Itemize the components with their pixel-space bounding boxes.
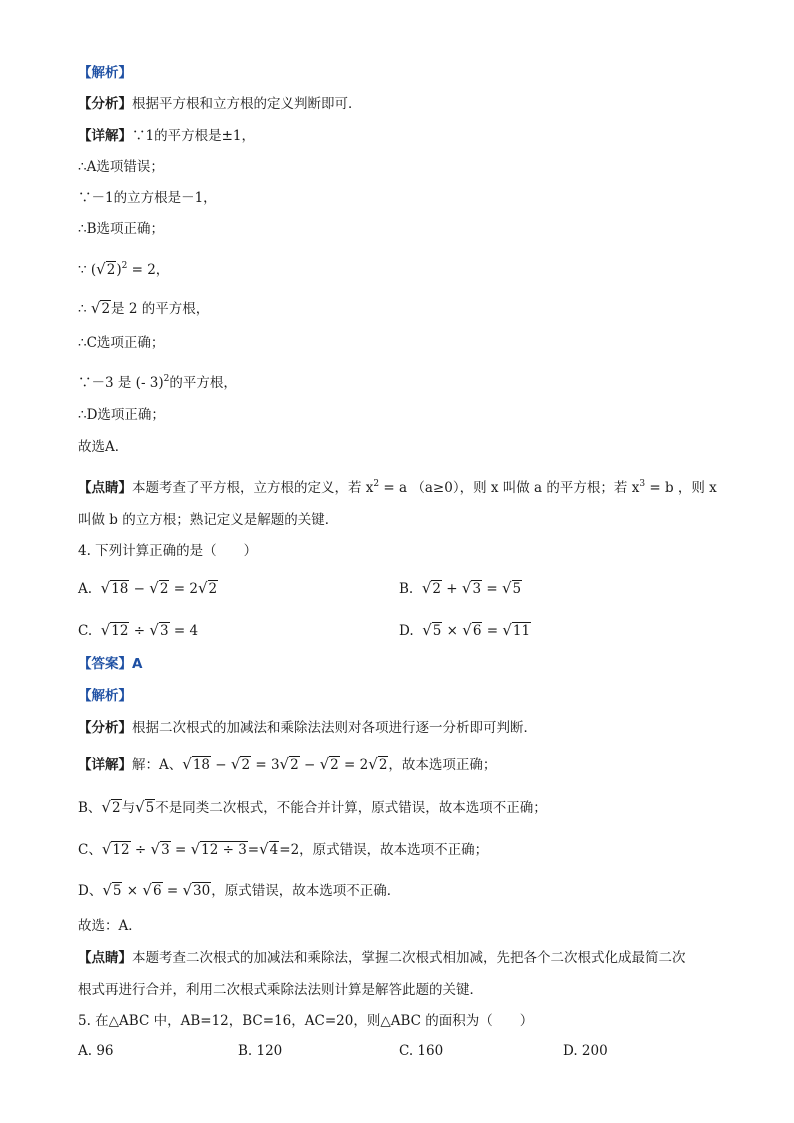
superscript: 2	[373, 479, 380, 489]
operator: = 2	[169, 581, 198, 597]
question-5-stem: 5. 在△ABC 中，AB=12，BC=16，AC=20，则△ABC 的面积为（ ）	[78, 1013, 534, 1029]
analysis-heading: 【解析】	[78, 65, 132, 81]
operator: =	[170, 842, 191, 858]
sqrt-2: √2	[90, 299, 111, 317]
comment-line-2: 叫做 b 的立方根；熟记定义是解题的关键．	[78, 512, 339, 528]
sqrt-5: √5	[135, 798, 155, 816]
sqrt-18: √18	[182, 755, 210, 773]
sqrt-4: √4	[259, 840, 279, 858]
operator: = 2	[339, 757, 369, 773]
comment-text: 本题考查了平方根，立方根的定义，若 x	[132, 480, 374, 496]
detail-line-1	[78, 126, 255, 146]
sqrt-12-div-3: √12 ÷ 3	[190, 840, 247, 858]
sqrt-6: √6	[462, 621, 482, 639]
sqrt-30: √30	[182, 881, 211, 899]
q4-comment-line-2: 根式再进行合并，利用二次根式乘除法法则计算是解答此题的关键．	[78, 982, 483, 998]
operator: −	[211, 757, 231, 773]
option-label: B.	[399, 581, 414, 597]
sqrt-18: √18	[100, 579, 129, 597]
option-label: C.	[78, 623, 93, 639]
detail-prefix: B、	[78, 800, 102, 816]
formula-part: )	[116, 262, 122, 278]
q5-option-c: C. 160	[399, 1043, 444, 1059]
operator: ÷	[130, 842, 151, 858]
sqrt-12: √12	[100, 621, 129, 639]
comment-tag: 【点睛】	[78, 480, 132, 496]
detail-prefix: C、	[78, 842, 102, 858]
operator: ÷	[129, 623, 150, 639]
q4-comment-line-1	[78, 948, 686, 968]
operator: =	[482, 623, 503, 639]
sqrt-2: √2	[368, 755, 388, 773]
formula-part: 的平方根，	[169, 375, 237, 391]
operator: =	[247, 842, 260, 858]
analysis-text: 根据二次根式的加减法和乘除法法则对各项进行逐一分析即可判断．	[132, 720, 537, 736]
detail-tag: 【详解】	[78, 128, 132, 144]
detail-line-4: ∴B选项正确；	[78, 221, 165, 237]
q4-option-c	[78, 620, 198, 641]
detail-line-9: ∴D选项正确；	[78, 407, 165, 423]
sqrt-2: √2	[319, 755, 339, 773]
sqrt-2: √2	[96, 260, 116, 278]
q4-choice-line: 故选：A．	[78, 918, 142, 934]
analysis-tag: 【分析】	[78, 720, 132, 736]
detail-line-5	[78, 256, 169, 280]
detail-line-7: ∴C选项正确；	[78, 335, 165, 351]
formula-part: ∴	[78, 301, 91, 317]
operator: =	[482, 581, 502, 597]
sqrt-5: √5	[501, 579, 522, 597]
q4-analysis-line	[78, 718, 537, 738]
formula-part: ∵ (	[78, 262, 97, 278]
analysis-text: 根据平方根和立方根的定义判断即可．	[132, 96, 362, 112]
q4-detail-a	[78, 754, 496, 775]
operator: = 3	[251, 757, 280, 773]
option-label: D.	[399, 623, 414, 639]
detail-text: ，原式错误，故本选项不正确．	[211, 883, 401, 899]
q4-detail-b	[78, 797, 547, 818]
detail-text-1: ∵1的平方根是±1，	[132, 128, 255, 144]
sqrt-3: √3	[150, 840, 170, 858]
q5-option-d: D. 200	[563, 1043, 608, 1059]
detail-prefix: 解：A、	[132, 757, 183, 773]
detail-line-3: ∵－1的立方根是－1，	[78, 190, 217, 206]
answer-line: 【答案】A	[78, 656, 143, 672]
comment-text: 本题考查二次根式的加减法和乘除法，掌握二次根式相加减，先把各个二次根式化成最简二次	[132, 950, 686, 966]
q5-option-a: A. 96	[78, 1043, 114, 1059]
operator: =	[162, 883, 183, 899]
sqrt-12: √12	[101, 840, 130, 858]
detail-text: ，故本选项正确；	[388, 757, 497, 773]
sqrt-2: √2	[149, 579, 169, 597]
sqrt-2: √2	[101, 798, 121, 816]
sqrt-2: √2	[197, 579, 218, 597]
detail-prefix: D、	[78, 883, 103, 899]
sqrt-11: √11	[502, 621, 531, 639]
comment-tag: 【点睛】	[78, 950, 132, 966]
sqrt-2: √2	[279, 755, 299, 773]
detail-line-10: 故选A．	[78, 439, 129, 455]
q4-detail-d	[78, 880, 400, 901]
detail-line-6	[78, 298, 209, 319]
q4-option-b	[399, 578, 522, 599]
sqrt-2: √2	[421, 579, 441, 597]
sqrt-2: √2	[230, 755, 251, 773]
detail-line-8	[78, 369, 237, 393]
analysis-line	[78, 94, 362, 114]
superscript: 2	[163, 374, 170, 384]
sqrt-5: √5	[102, 881, 122, 899]
comment-line-1	[78, 474, 717, 498]
operator: +	[441, 581, 462, 597]
option-label: A.	[78, 581, 93, 597]
sqrt-3: √3	[149, 621, 169, 639]
question-4-stem: 4. 下列计算正确的是（ ）	[78, 543, 258, 559]
detail-tag: 【详解】	[78, 757, 132, 773]
detail-text: =2，原式错误，故本选项不正确；	[279, 842, 489, 858]
operator: −	[299, 757, 320, 773]
detail-line-2: ∴A选项错误；	[78, 159, 164, 175]
q4-option-d	[399, 620, 531, 641]
operator: = 4	[169, 623, 199, 639]
sqrt-3: √3	[461, 579, 482, 597]
superscript: 3	[639, 479, 646, 489]
formula-part: ∵－3 是 (- 3)	[78, 375, 164, 391]
q4-analysis-heading: 【解析】	[78, 688, 132, 704]
sqrt-6: √6	[142, 881, 162, 899]
formula-part: 是 2 的平方根，	[111, 301, 210, 317]
operator: ×	[122, 883, 143, 899]
sqrt-5: √5	[422, 621, 442, 639]
superscript: 2	[121, 261, 128, 271]
detail-text: 不是同类二次根式，不能合并计算，原式错误，故本选项不正确；	[155, 800, 547, 816]
q4-detail-c	[78, 839, 488, 860]
detail-text: 与	[121, 800, 136, 816]
analysis-tag: 【分析】	[78, 96, 132, 112]
formula-part: = 2，	[127, 262, 170, 278]
q4-option-a	[78, 578, 218, 599]
comment-text: = b ，则 x	[645, 480, 717, 496]
comment-text: = a （a≥0），则 x 叫做 a 的平方根；若 x	[379, 480, 640, 496]
operator: ×	[442, 623, 463, 639]
q5-option-b: B. 120	[238, 1043, 283, 1059]
operator: −	[129, 581, 150, 597]
